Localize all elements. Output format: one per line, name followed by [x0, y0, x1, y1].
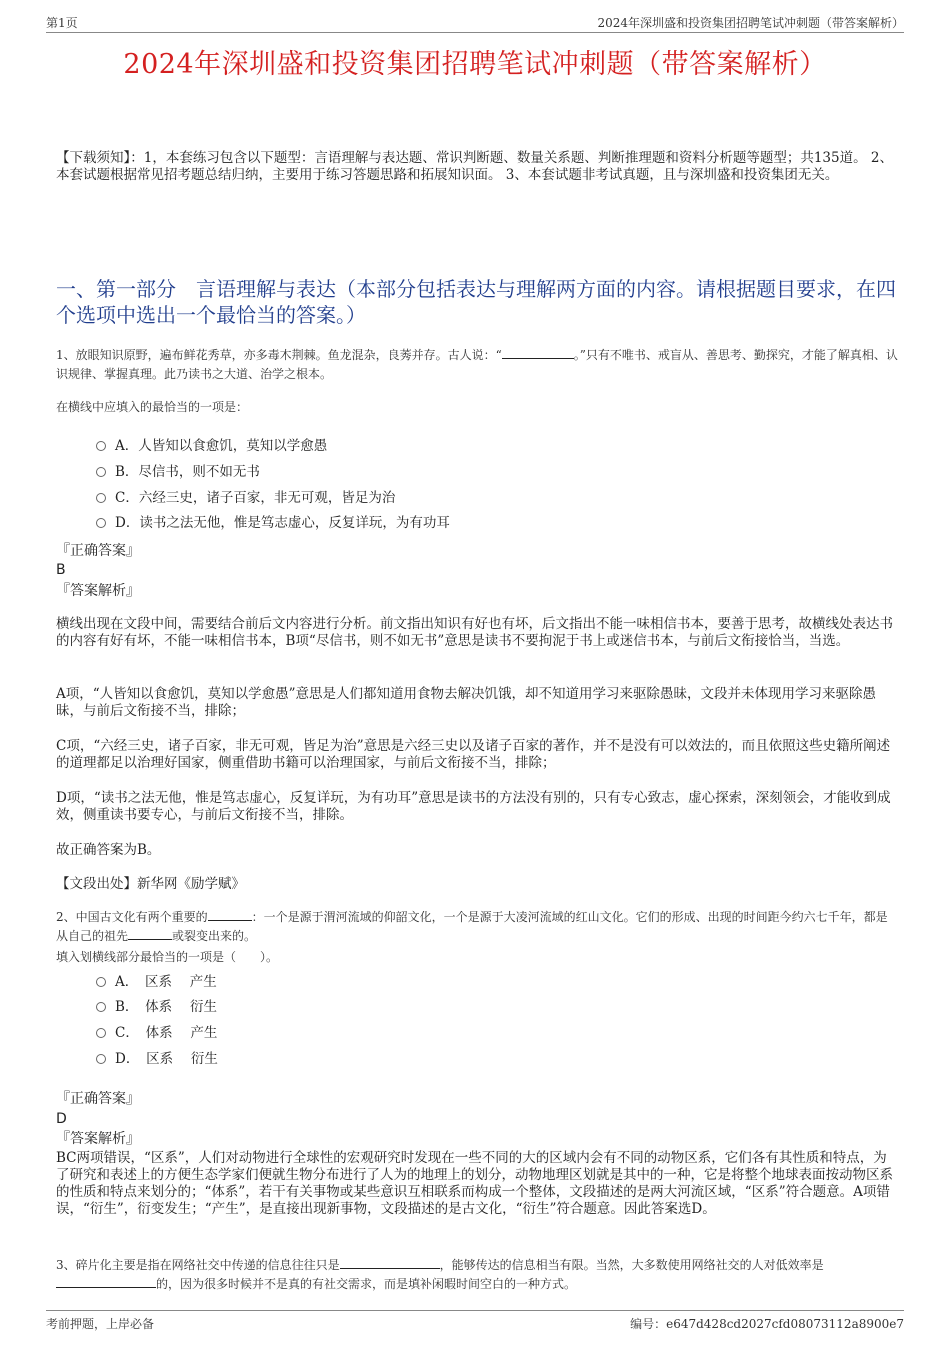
option-label: A．人皆知以食愈饥，莫知以学愈愚 — [115, 438, 328, 454]
radio-icon[interactable] — [96, 493, 106, 503]
question-2-analysis-label: 『答案解析』 — [56, 1131, 140, 1147]
question-2-stem — [56, 908, 898, 946]
question-3-stem-part-c: 的，因为很多时候并不是真的有社交需求，而是填补闲暇时间空白的一种方式。 — [156, 1277, 577, 1291]
radio-icon[interactable] — [96, 977, 106, 987]
radio-icon[interactable] — [96, 1054, 106, 1064]
question-1-analysis-paragraph: D项，“读书之法无他，惟是笃志虚心，反复详玩，为有功耳”意思是读书的方法没有别的，只有专心致志，虚心探索，深刻领会，才能收到成效，侧重读书要专心，与前后文衔接不当，排除。 — [56, 790, 891, 823]
document-id: 编号：e647d428cd2027cfd08073112a8900e7 — [630, 1317, 904, 1331]
question-1-blank — [502, 346, 574, 359]
question-1-stem — [56, 346, 898, 384]
question-1-conclusion: 故正确答案为B。 — [56, 842, 161, 858]
footer-slogan: 考前押题，上岸必备 — [46, 1317, 155, 1331]
question-3-blank-1 — [340, 1256, 440, 1269]
question-2-stem-part-c: 或裂变出来的。 — [172, 929, 257, 943]
question-1-option-b[interactable] — [96, 462, 260, 482]
option-label: C．六经三史，诸子百家，非无可观，皆足为治 — [115, 490, 396, 506]
question-2-blank-2 — [128, 927, 172, 940]
question-2-option-b[interactable] — [96, 997, 217, 1017]
radio-icon[interactable] — [96, 441, 106, 451]
option-label: C． 体系 产生 — [115, 1025, 218, 1041]
question-3-stem — [56, 1256, 898, 1294]
radio-icon[interactable] — [96, 467, 106, 477]
option-label: D．读书之法无他，惟是笃志虚心，反复详玩，为有功耳 — [115, 515, 450, 531]
question-1-source: 【文段出处】新华网《励学赋》 — [56, 876, 245, 892]
radio-icon[interactable] — [96, 1002, 106, 1012]
question-2-answer: D — [56, 1111, 67, 1127]
question-2-option-a[interactable] — [96, 972, 217, 992]
question-1-answer: B — [56, 562, 66, 578]
question-3-blank-2 — [56, 1275, 156, 1288]
option-label: B．尽信书，则不如无书 — [115, 464, 260, 480]
footer-divider — [46, 1310, 904, 1311]
question-1-analysis-label: 『答案解析』 — [56, 583, 140, 599]
question-2-stem-part-a: 2、中国古文化有两个重要的 — [56, 910, 208, 924]
question-2-stem-part-b: ：一个是源于渭河流域的仰韶文化，一个是源于大凌河流域的红山文化。它们的形成、出现的时间距今约六七千年，都是从自己的祖先 — [56, 910, 888, 943]
option-label: D． 区系 衍生 — [115, 1051, 218, 1067]
question-3-stem-part-a: 3、碎片化主要是指在网络社交中传递的信息往往只是 — [56, 1258, 340, 1272]
option-label: A． 区系 产生 — [115, 974, 217, 990]
question-1-stem-part-a: 1、放眼知识原野，遍布鲜花秀草，亦多毒木荆棘。鱼龙混杂，良莠并存。古人说：“ — [56, 348, 502, 362]
option-label: B． 体系 衍生 — [115, 999, 217, 1015]
question-2-blank-1 — [208, 908, 252, 921]
question-2-prompt: 填入划横线部分最恰当的一项是（ ）。 — [56, 950, 279, 964]
question-1-prompt: 在横线中应填入的最恰当的一项是： — [56, 400, 249, 414]
question-2-option-d[interactable] — [96, 1049, 218, 1069]
question-1-option-a[interactable] — [96, 436, 327, 456]
header-divider — [46, 32, 904, 33]
question-1-stem-part-b: 。”只有不唯书、戒盲从、善思考、勤探究，才能了解真相、认识规律、掌握真理。此乃读书之大道、治学之根本。 — [56, 348, 898, 381]
question-1-option-c[interactable] — [96, 488, 395, 508]
question-1-analysis-paragraph: C项，“六经三史，诸子百家，非无可观，皆足为治”意思是六经三史以及诸子百家的著作，并不是没有可以效法的，而且依照这些史籍所阐述的道理都足以治理好国家，侧重借助书籍可以治理国家，与前后文衔接不当，排除； — [56, 738, 891, 771]
question-2-option-c[interactable] — [96, 1023, 217, 1043]
question-2-answer-label: 『正确答案』 — [56, 1091, 140, 1107]
question-1-answer-label: 『正确答案』 — [56, 543, 140, 559]
question-3-stem-part-b: ，能够传达的信息相当有限。当然，大多数使用网络社交的人对低效率是 — [439, 1258, 824, 1272]
page-number: 第1页 — [46, 16, 78, 30]
running-title: 2024年深圳盛和投资集团招聘笔试冲刺题（带答案解析） — [597, 16, 904, 30]
question-1-analysis-paragraph: 横线出现在文段中间，需要结合前后文内容进行分析。前文指出知识有好也有坏，后文指出不能一味相信书本，要善于思考，故横线处表达书的内容有好有坏，不能一味相信书本，B项“尽信书，则不如无书”意思是读书不要拘泥于书上或迷信书本，与前后文衔接恰当，当选。 — [56, 616, 893, 649]
document-title: 2024年深圳盛和投资集团招聘笔试冲刺题（带答案解析） — [123, 49, 827, 80]
question-2-analysis: BC两项错误，“区系”，人们对动物进行全球性的宏观研究时发现在一些不同的大的区域内会有不同的动物区系，它们各有其性质和特点，为了研究和表述上的方便生态学家们便就生物分布进行了人为的地理上的划分，动物地理区划就是其中的一种，它是将整个地球表面按动物区系的性质和特点来划分的；“体系”，若干有关事物或某些意识互相联系而构成一个整体，文段描述的是两大河流区域，“区系”符合题意。A项错误，“衍生”，衍变发生；“产生”，是直接出现新事物，文段描述的是古文化，“衍生”符合题意。因此答案选D。 — [56, 1150, 893, 1217]
section-heading: 一、第一部分 言语理解与表达（本部分包括表达与理解两方面的内容。请根据题目要求，在四个选项中选出一个最恰当的答案。） — [56, 277, 896, 327]
download-notice: 【下载须知】：1，本套练习包含以下题型：言语理解与表达题、常识判断题、数量关系题、判断推理题和资料分析题等题型；共135道。 2、本套试题根据常见招考题总结归纳，主要用于练习答题思路和拓展知识面。 3、本套试题非考试真题，且与深圳盛和投资集团无关。 — [56, 150, 893, 183]
radio-icon[interactable] — [96, 518, 106, 528]
question-1-analysis-paragraph: A项，“人皆知以食愈饥，莫知以学愈愚”意思是人们都知道用食物去解决饥饿，却不知道用学习来驱除愚昧，文段并未体现用学习来驱除愚昧，与前后文衔接不当，排除； — [56, 686, 877, 719]
question-1-option-d[interactable] — [96, 513, 450, 533]
radio-icon[interactable] — [96, 1028, 106, 1038]
